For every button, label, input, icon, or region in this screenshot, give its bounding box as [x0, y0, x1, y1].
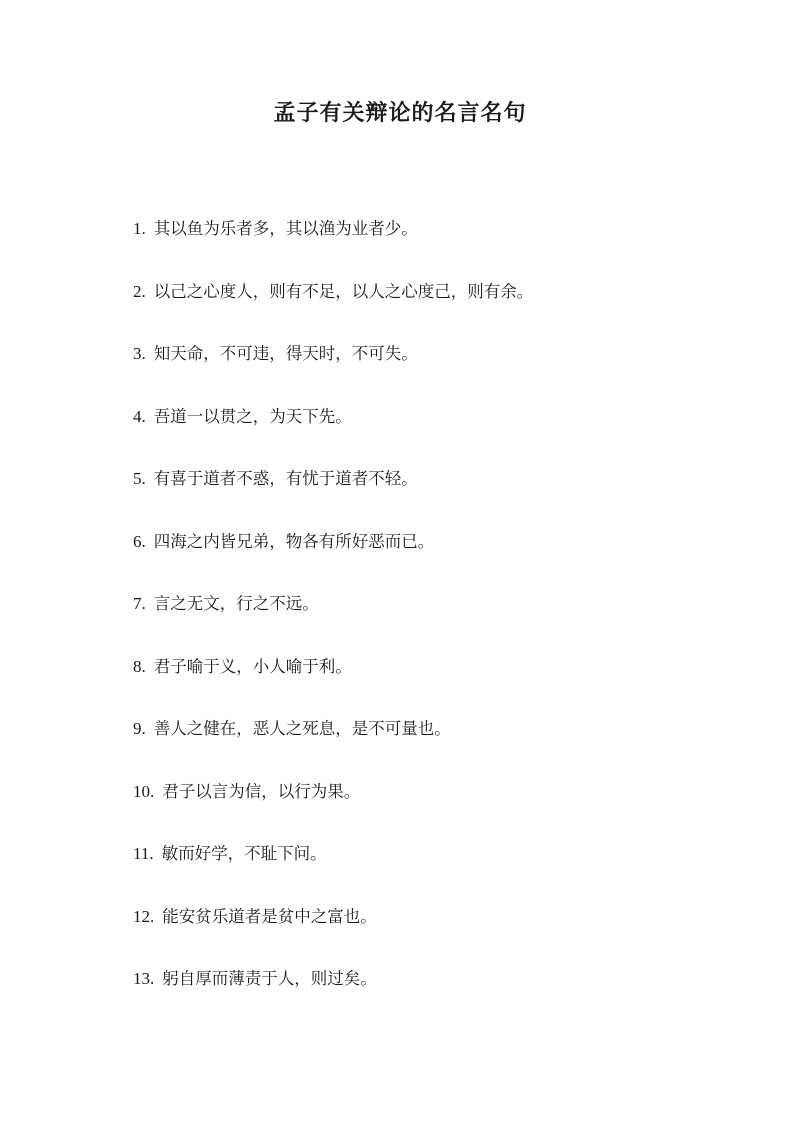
item-number: 5. [133, 469, 146, 488]
quote-text: 君子以言为信，以行为果。 [162, 781, 361, 801]
quote-text: 其以鱼为乐者多，其以渔为业者少。 [153, 219, 418, 238]
list-item [133, 904, 753, 967]
item-number: 2. [133, 281, 146, 301]
item-number: 4. [133, 406, 146, 426]
list-item [133, 216, 753, 279]
quote-text: 以己之心度人，则有不足，以人之心度己，则有余。 [153, 281, 534, 301]
item-number: 3. [133, 344, 146, 363]
item-number: 10. [133, 781, 155, 801]
list-item [133, 591, 753, 654]
item-number: 13. [133, 969, 155, 988]
list-item [133, 966, 753, 1029]
quote-text: 四海之内皆兄弟，物各有所好恶而已。 [153, 531, 435, 551]
quote-text: 有喜于道者不惑，有忧于道者不轻。 [153, 469, 418, 488]
list-item [133, 279, 753, 342]
list-item [133, 779, 753, 842]
item-number: 7. [133, 594, 146, 613]
quote-text: 能安贫乐道者是贫中之富也。 [162, 906, 377, 926]
item-number: 9. [133, 719, 146, 738]
quote-text: 善人之健在，恶人之死息，是不可量也。 [153, 719, 451, 738]
list-item [133, 654, 753, 717]
item-number: 12. [133, 906, 155, 926]
quote-text: 吾道一以贯之，为天下先。 [153, 406, 352, 426]
item-number: 6. [133, 531, 146, 551]
item-number: 1. [133, 219, 146, 238]
quote-list [133, 216, 753, 1029]
quote-text: 躬自厚而薄责于人，则过矣。 [162, 969, 377, 988]
list-item [133, 466, 753, 529]
quote-text: 知天命，不可违，得天时，不可失。 [153, 344, 418, 363]
list-item [133, 341, 753, 404]
list-item [133, 404, 753, 467]
list-item [133, 529, 753, 592]
item-number: 11. [133, 844, 154, 863]
item-number: 8. [133, 656, 146, 676]
list-item [133, 716, 753, 779]
quote-text: 敏而好学，不耻下问。 [161, 844, 327, 863]
list-item [133, 841, 753, 904]
page-title: 孟子有关辩论的名言名句 [273, 100, 527, 126]
quote-text: 君子喻于义，小人喻于利。 [153, 656, 352, 676]
quote-text: 言之无文，行之不远。 [153, 594, 319, 613]
